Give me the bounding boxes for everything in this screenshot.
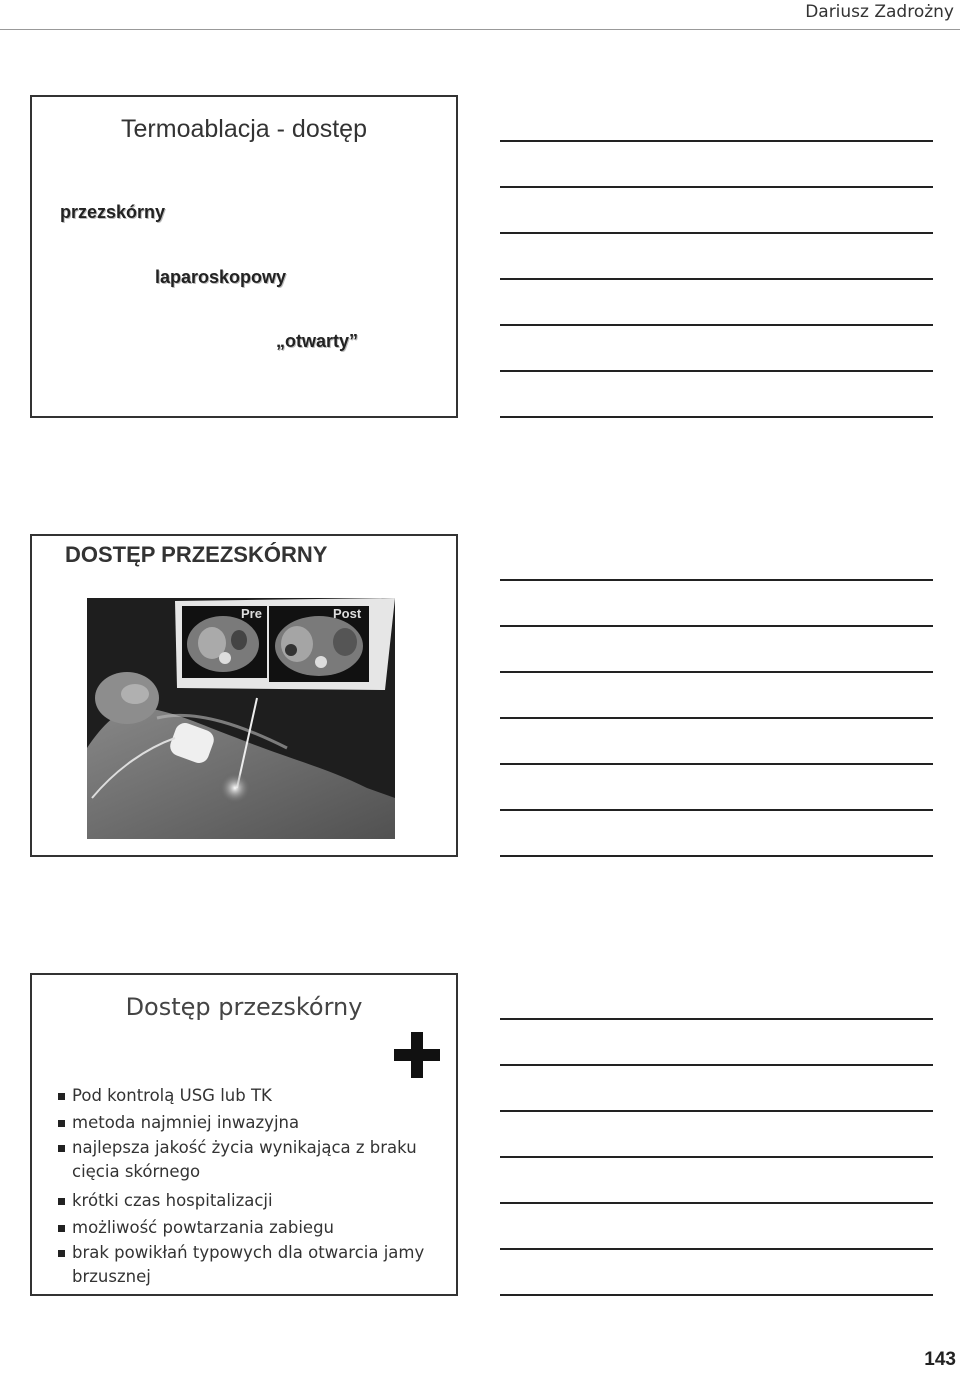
note-line — [500, 1064, 933, 1066]
square-bullet-icon — [58, 1120, 65, 1127]
list-item: metoda najmniej inwazyjna — [56, 1109, 446, 1136]
note-line — [500, 763, 933, 765]
note-line — [500, 625, 933, 627]
note-line — [500, 1202, 933, 1204]
note-line — [500, 370, 933, 372]
note-line — [500, 416, 933, 418]
note-line — [500, 1018, 933, 1020]
slide-3-title: Dostęp przezskórny — [125, 993, 363, 1021]
note-line — [500, 717, 933, 719]
note-line — [500, 671, 933, 673]
square-bullet-icon — [58, 1198, 65, 1205]
slide-1 — [30, 95, 458, 418]
square-bullet-icon — [58, 1093, 65, 1100]
slide-3 — [30, 973, 458, 1296]
access-type-laparoscopic: laparoskopowy — [155, 267, 287, 287]
note-line — [500, 809, 933, 811]
square-bullet-icon — [58, 1250, 65, 1257]
list-item: możliwość powtarzania zabiegu — [56, 1214, 446, 1241]
note-line — [500, 140, 933, 142]
note-line — [500, 278, 933, 280]
note-line — [500, 1294, 933, 1296]
list-item: Pod kontrolą USG lub TK — [56, 1082, 446, 1109]
note-line — [500, 1110, 933, 1112]
note-line — [500, 186, 933, 188]
list-item: krótki czas hospitalizacji — [56, 1187, 446, 1214]
note-line — [500, 1248, 933, 1250]
slide-1-title: Termoablacja - dostęp — [121, 115, 367, 143]
advantages-list — [56, 1082, 446, 1292]
slide-2 — [30, 534, 458, 857]
header-author: Dariusz Zadrożny — [805, 2, 954, 22]
ct-scan-panel — [175, 598, 395, 690]
percutaneous-ablation-illustration — [87, 598, 395, 839]
access-type-percutaneous: przezskórny — [60, 202, 166, 222]
note-line — [500, 232, 933, 234]
list-item: brak powikłań typowych dla otwarcia jamy brzusznej — [56, 1241, 446, 1289]
slide-2-title: DOSTĘP PRZEZSKÓRNY — [65, 542, 328, 567]
square-bullet-icon — [58, 1145, 65, 1152]
note-line — [500, 855, 933, 857]
header-divider — [0, 29, 960, 30]
page-number: 143 — [924, 1349, 956, 1370]
scan-label-pre: Pre — [241, 606, 262, 621]
note-line — [500, 324, 933, 326]
list-item: najlepsza jakość życia wynikająca z braku cięcia skórnego — [56, 1136, 446, 1184]
note-line — [500, 579, 933, 581]
scan-label-post: Post — [333, 606, 362, 621]
square-bullet-icon — [58, 1225, 65, 1232]
note-line — [500, 1156, 933, 1158]
access-type-open: „otwarty” — [276, 331, 359, 351]
plus-icon — [392, 1030, 442, 1080]
